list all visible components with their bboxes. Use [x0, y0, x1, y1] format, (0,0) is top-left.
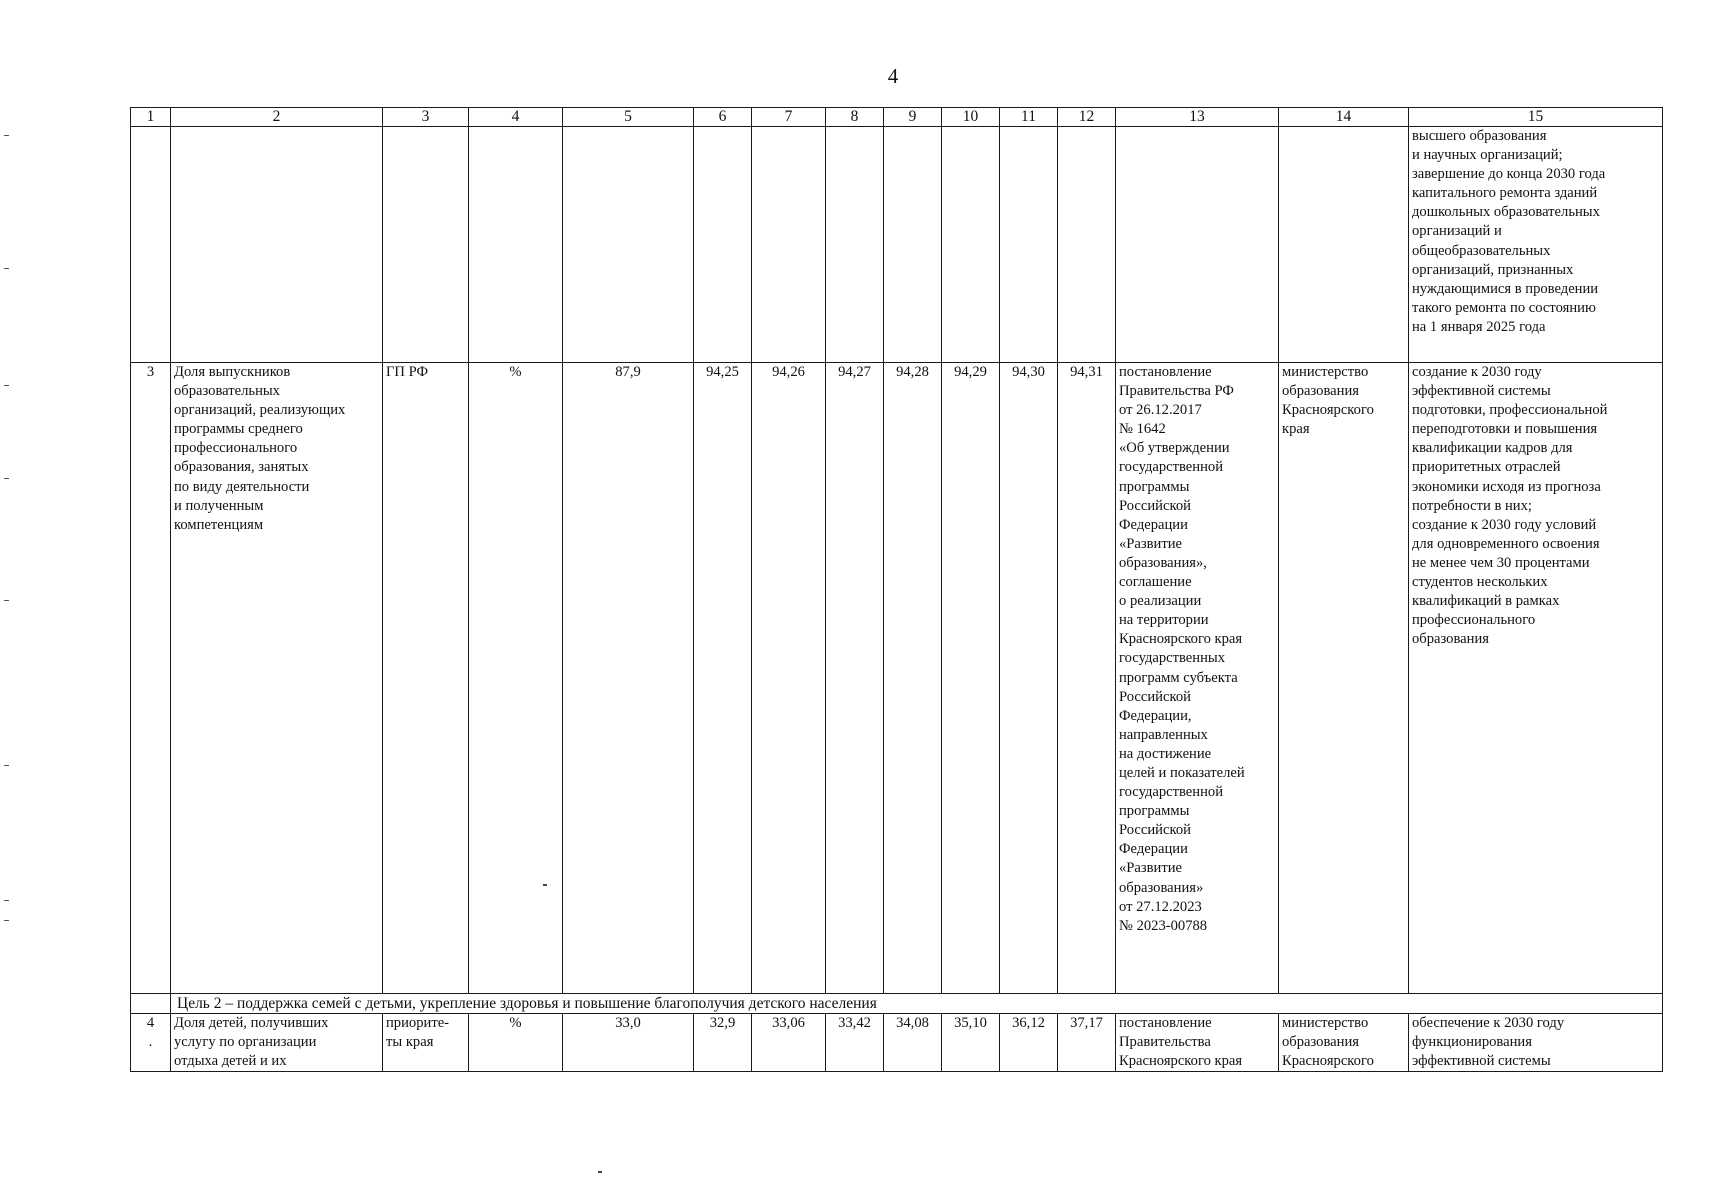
col-header-12: 12 [1058, 108, 1116, 127]
col-header-11: 11 [1000, 108, 1058, 127]
col-header-3: 3 [383, 108, 469, 127]
indicator-name: Доля выпускников образовательных организаций, реализующих программы среднего профессионального образования, занятых по виду деятельности и полученным компетенциям [171, 363, 383, 994]
table-row-4 [131, 1014, 1663, 1072]
value-col-9: 34,08 [884, 1014, 942, 1072]
expected-result: обеспечение к 2030 году функционирования эффективной системы [1409, 1014, 1663, 1072]
column-numbers-row [131, 108, 1663, 127]
col-header-10: 10 [942, 108, 1000, 127]
basis-document: постановление Правительства Красноярского края [1116, 1014, 1279, 1072]
scan-dust-mark [543, 884, 547, 886]
base-value: 87,9 [563, 363, 694, 994]
basis-document: постановление Правительства РФ от 26.12.2017 № 1642 «Об утверждении государственной программы Российской Федерации «Развитие образования», соглашение о реализации на территории Красноярского края государственных программ субъекта Российской Федерации, направленных на достижение целей и показателей государственной программы Российской Федерации «Развитие образования» от 27.12.2023 № 2023-00788 [1116, 363, 1279, 994]
expected-result: создание к 2030 году эффективной системы подготовки, профессиональной переподготовки и повышения квалификации кадров для приоритетных отраслей экономики исходя из прогноза потребности в них; создание к 2030 году условий для одновременного освоения не менее чем 30 процентами студентов нескольких квалификаций в рамках профессионального образования [1409, 363, 1663, 994]
value-col-11: 36,12 [1000, 1014, 1058, 1072]
unit: % [469, 363, 563, 994]
value-col-6: 32,9 [694, 1014, 752, 1072]
value-col-10: 35,10 [942, 1014, 1000, 1072]
scan-margin-mark [4, 268, 9, 269]
indicators-table [130, 107, 1663, 1072]
value-col-7: 33,06 [752, 1014, 826, 1072]
responsible-body: министерство образования Красноярского [1279, 1014, 1409, 1072]
row-number: 4 . [131, 1014, 171, 1072]
col-header-2: 2 [171, 108, 383, 127]
continuation-result: высшего образования и научных организаций; завершение до конца 2030 года капитального ремонта зданий дошкольных образовательных организаций и общеобразовательных организаций, признанных нуждающимися в проведении такого ремонта по состоянию на 1 января 2025 года [1409, 127, 1663, 363]
col-header-7: 7 [752, 108, 826, 127]
value-col-12: 37,17 [1058, 1014, 1116, 1072]
col-header-9: 9 [884, 108, 942, 127]
base-value: 33,0 [563, 1014, 694, 1072]
col-header-6: 6 [694, 108, 752, 127]
indicator-level: ГП РФ [383, 363, 469, 994]
scan-margin-mark [4, 900, 9, 901]
value-col-7: 94,26 [752, 363, 826, 994]
continuation-row [131, 127, 1663, 363]
scan-dust-mark [598, 1171, 602, 1173]
responsible-body: министерство образования Красноярского края [1279, 363, 1409, 994]
goal-row [131, 994, 1663, 1014]
value-col-12: 94,31 [1058, 363, 1116, 994]
value-col-10: 94,29 [942, 363, 1000, 994]
col-header-4: 4 [469, 108, 563, 127]
scan-margin-mark [4, 478, 9, 479]
col-header-5: 5 [563, 108, 694, 127]
col-header-1: 1 [131, 108, 171, 127]
value-col-11: 94,30 [1000, 363, 1058, 994]
value-col-9: 94,28 [884, 363, 942, 994]
col-header-8: 8 [826, 108, 884, 127]
value-col-8: 94,27 [826, 363, 884, 994]
scan-margin-mark [4, 920, 9, 921]
col-header-15: 15 [1409, 108, 1663, 127]
value-col-8: 33,42 [826, 1014, 884, 1072]
scan-margin-mark [4, 600, 9, 601]
value-col-6: 94,25 [694, 363, 752, 994]
col-header-13: 13 [1116, 108, 1279, 127]
scan-margin-mark [4, 135, 9, 136]
table-row-3 [131, 363, 1663, 994]
unit: % [469, 1014, 563, 1072]
col-header-14: 14 [1279, 108, 1409, 127]
page-number: 4 [887, 64, 899, 88]
scan-margin-mark [4, 385, 9, 386]
row-number: 3 [131, 363, 171, 994]
scan-margin-mark [4, 765, 9, 766]
indicator-name: Доля детей, получивших услугу по организации отдыха детей и их [171, 1014, 383, 1072]
indicator-level: приорите- ты края [383, 1014, 469, 1072]
goal-2-heading: Цель 2 – поддержка семей с детьми, укрепление здоровья и повышение благополучия детского населения [171, 994, 1663, 1014]
